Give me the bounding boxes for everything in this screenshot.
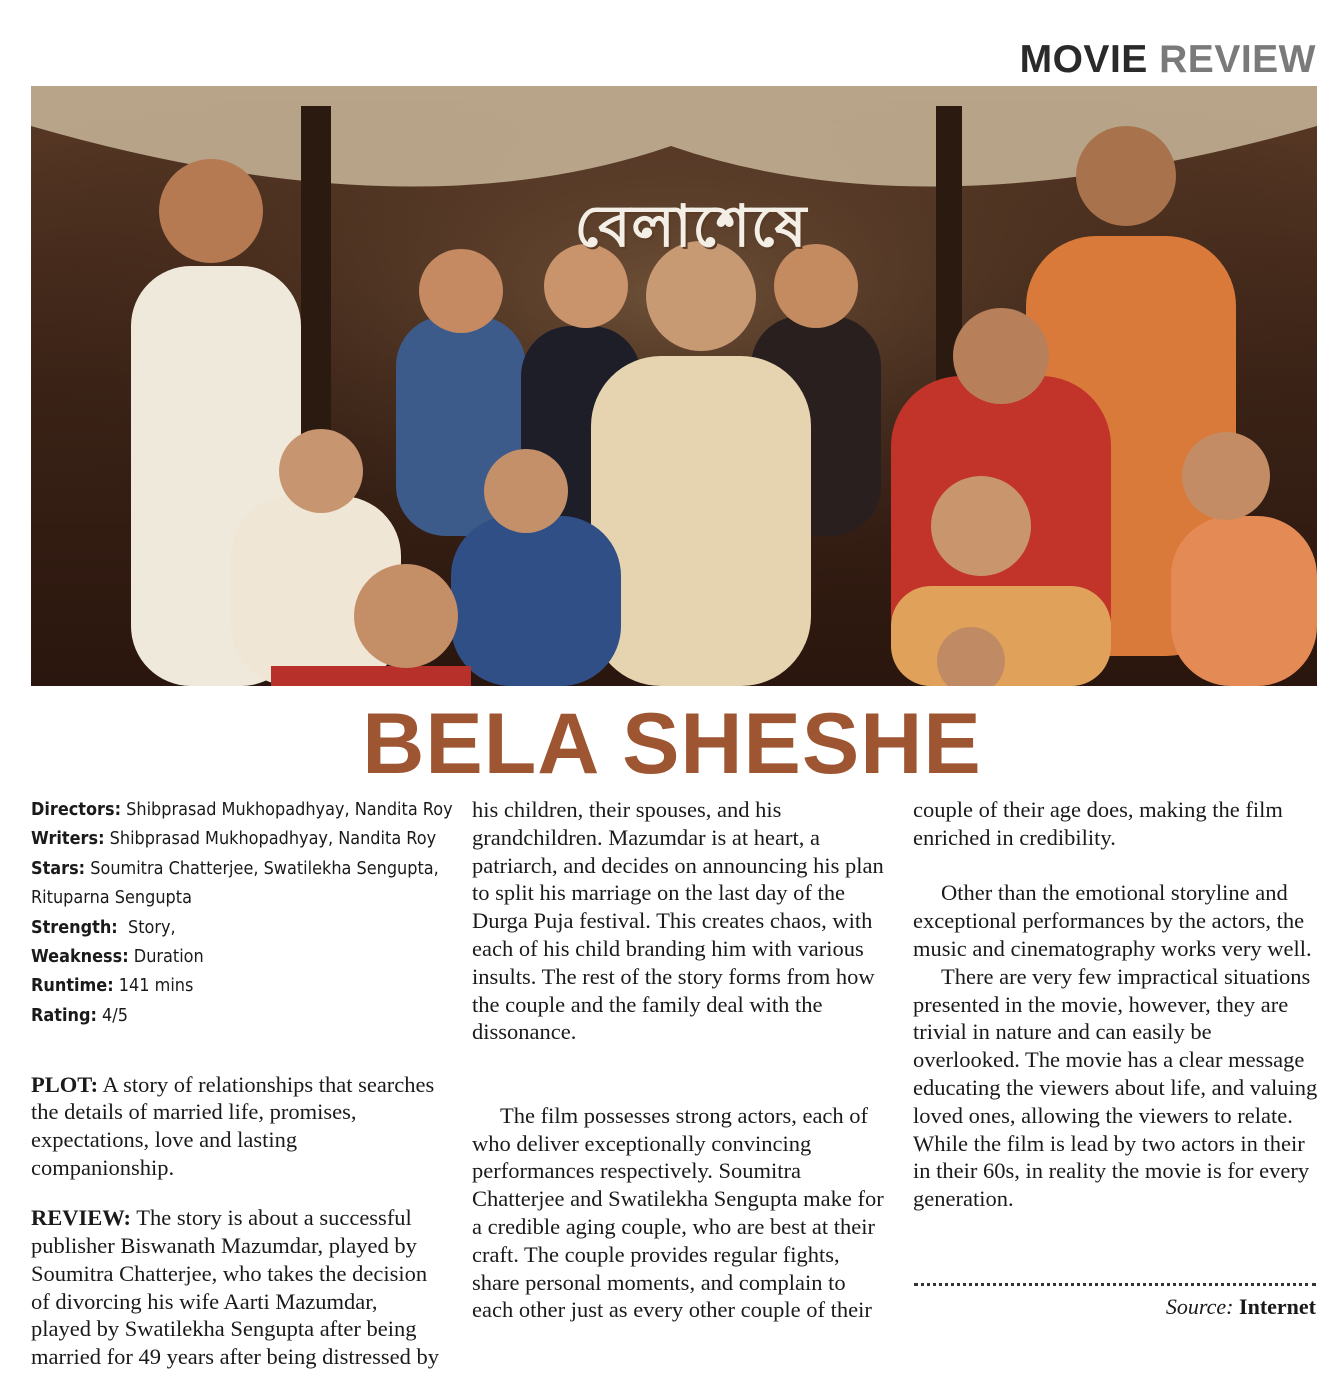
spec-writers: Writers: Shibprasad Mukhopadhyay, Nandita Roy [31, 829, 437, 850]
spec-directors: Directors: Shibprasad Mukhopadhyay, Nandita Roy [31, 800, 453, 820]
spec-runtime: Runtime: 141 mins [31, 976, 194, 997]
source-credit: Source: Internet [1165, 1294, 1316, 1319]
poster-logo-text: বেলাশেষে [574, 192, 808, 260]
plot-paragraph: PLOT: A story of relationships that searches the details of married life, promises, expectations, love and lasting companionship. [31, 1071, 435, 1180]
section-word-movie: MOVIE [1019, 38, 1148, 81]
spec-weakness: Weakness: Duration [31, 947, 204, 968]
movie-specs [31, 796, 453, 1031]
review-p2-continued-text: couple of their age does, making the film enriched in credibility. [913, 796, 1283, 850]
column-1 [31, 796, 453, 1031]
review-p1-continued [472, 796, 884, 1102]
movie-poster-photo [31, 86, 1317, 686]
article-title: BELA SHESHE [362, 696, 982, 792]
spec-strength: Strength: Story, [31, 917, 176, 938]
spec-rating: Rating: 4/5 [31, 1005, 128, 1026]
section-word-review: REVIEW [1159, 38, 1316, 81]
source-divider [914, 1283, 1316, 1286]
spec-stars: Stars: Soumitra Chatterjee, Swatilekha Sengupta, Rituparna Sengupta [31, 858, 439, 909]
review-paragraph-1: REVIEW: The story is about a successful publisher Biswanath Mazumdar, played by Soumitra Chatterjee, who takes the decision of divorcing his wife Aarti Mazumdar, played by Swatilekha Sengupta after being married for 49 years after being distressed by [31, 1205, 439, 1370]
review-paragraph-4: There are very few impractical situations presented in the movie, however, they are trivial in nature and can easily be overlooked. The movie has a clear message educating the viewers about life, and valuing loved ones, allowing the viewers to relate. While the film is lead by two actors in their in their 60s, in reality the movie is for every generation. [913, 963, 1318, 1212]
plot-and-review-start [31, 1048, 443, 1393]
review-paragraph-2: The film possesses strong actors, each of who deliver exceptionally convincing performances respectively. Soumitra Chatterjee and Swatilekha Sengupta make for a credible aging couple, who are best at their craft. The couple provides regular fights, share personal moments, and complain to each other just as every other couple of their [472, 1102, 884, 1323]
column-2 [472, 796, 884, 1324]
review-p1-continued-text: his children, their spouses, and his grandchildren. Mazumdar is at heart, a patriarch, and decides on announcing his plan to split his marriage on the last day of the Durga Puja festival. This creates chaos, with each of his child branding him with various insults. The rest of the story forms from how the couple and the family deal with the dissonance. [472, 796, 884, 1045]
section-header [1020, 38, 1316, 82]
column-3 [913, 796, 1323, 1213]
poster-illustration [31, 86, 1317, 686]
review-paragraph-3: Other than the emotional storyline and exceptional performances by the actors, the music and cinematography works very well. [913, 880, 1312, 961]
review-p2-continued [913, 796, 1323, 879]
